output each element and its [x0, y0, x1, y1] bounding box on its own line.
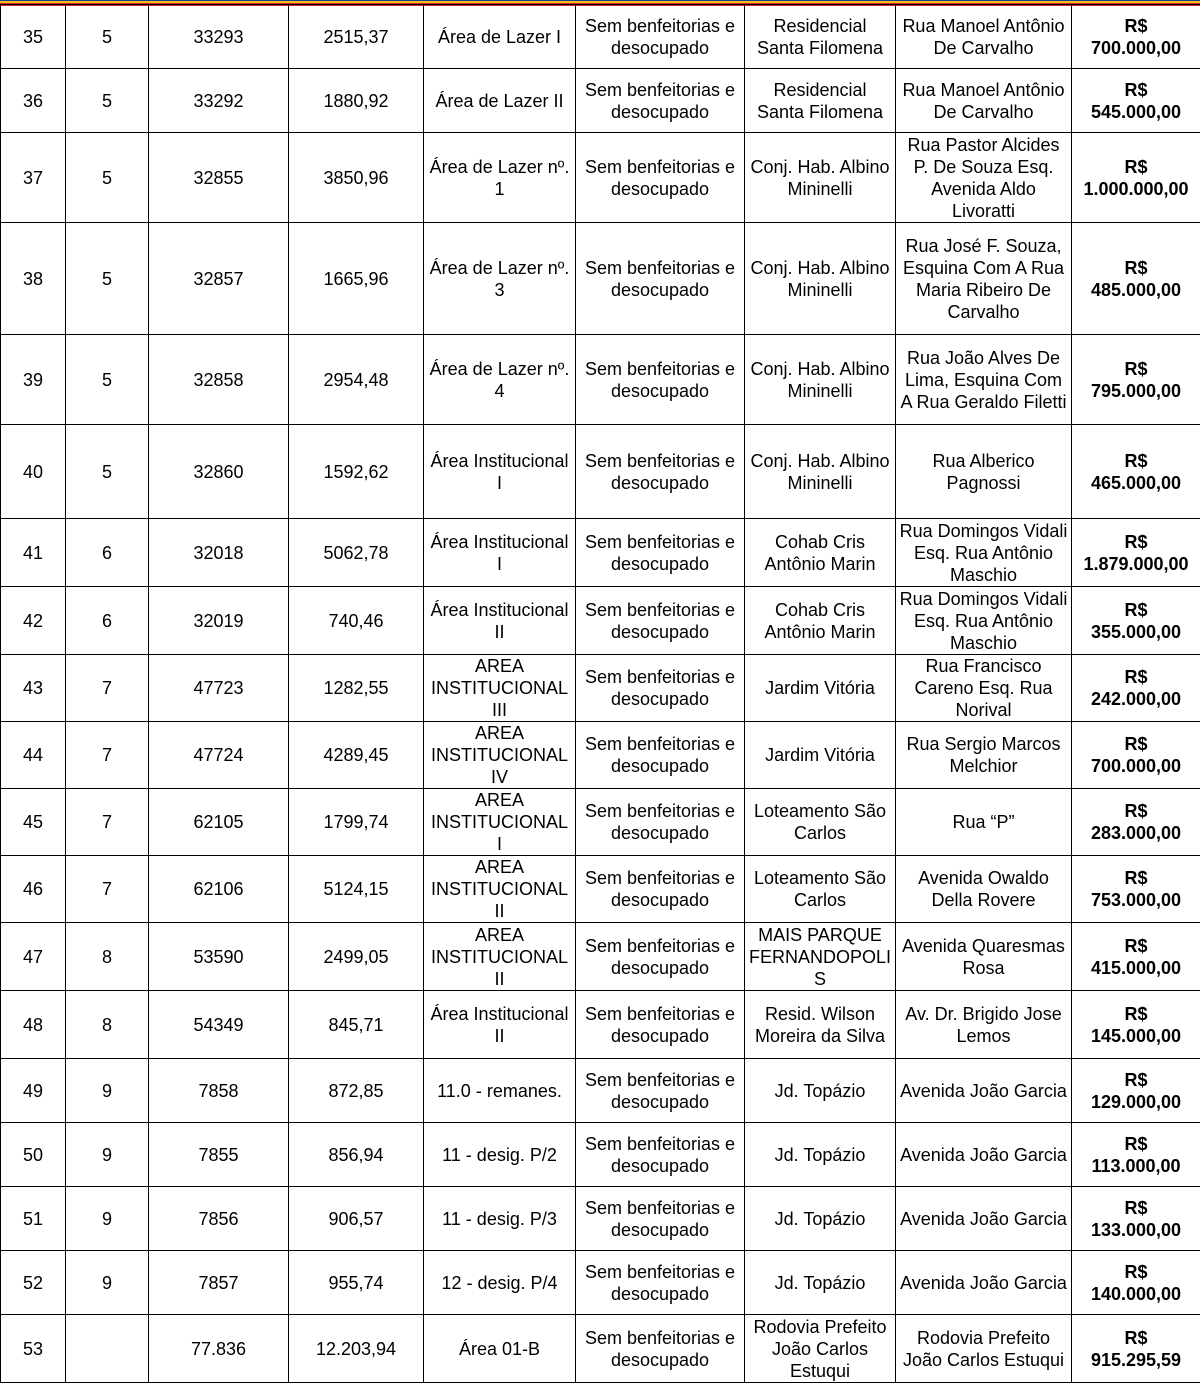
cell-area: 872,85 — [289, 1059, 424, 1123]
cell-situacao: Sem benfeitorias e desocupado — [576, 587, 745, 655]
price-value: 129.000,00 — [1075, 1091, 1197, 1113]
price-value: 242.000,00 — [1075, 688, 1197, 710]
cell-descricao: Área de Lazer nº. 3 — [424, 223, 576, 335]
cell-situacao: Sem benfeitorias e desocupado — [576, 655, 745, 722]
cell-endereco: Rua Manoel Antônio De Carvalho — [896, 69, 1072, 133]
currency-symbol: R$ — [1075, 935, 1197, 957]
cell-area: 4289,45 — [289, 722, 424, 789]
cell-descricao: AREA INSTITUCIONAL II — [424, 856, 576, 923]
cell-descricao: Área Institucional II — [424, 587, 576, 655]
cell-endereco: Avenida João Garcia — [896, 1123, 1072, 1187]
currency-symbol: R$ — [1075, 156, 1197, 178]
cell-bairro: Conj. Hab. Albino Mininelli — [745, 425, 896, 519]
cell-area: 5062,78 — [289, 519, 424, 587]
cell-bairro: Loteamento São Carlos — [745, 789, 896, 856]
cell-matricula: 32019 — [149, 587, 289, 655]
cell-situacao: Sem benfeitorias e desocupado — [576, 1187, 745, 1251]
cell-item: 50 — [1, 1123, 66, 1187]
cell-endereco: Rua Sergio Marcos Melchior — [896, 722, 1072, 789]
cell-bairro: Jd. Topázio — [745, 1123, 896, 1187]
cell-endereco: Rua José F. Souza, Esquina Com A Rua Maria Ribeiro De Carvalho — [896, 223, 1072, 335]
price-value: 133.000,00 — [1075, 1219, 1197, 1241]
cell-area: 2499,05 — [289, 923, 424, 991]
cell-item: 40 — [1, 425, 66, 519]
cell-descricao: Área Institucional I — [424, 425, 576, 519]
cell-descricao: Área de Lazer nº. 4 — [424, 335, 576, 425]
cell-situacao: Sem benfeitorias e desocupado — [576, 1059, 745, 1123]
cell-matricula: 32858 — [149, 335, 289, 425]
cell-lote: 9 — [66, 1059, 149, 1123]
cell-descricao: AREA INSTITUCIONAL IV — [424, 722, 576, 789]
price-value: 753.000,00 — [1075, 889, 1197, 911]
cell-lote: 7 — [66, 655, 149, 722]
cell-area: 1665,96 — [289, 223, 424, 335]
cell-descricao: Área de Lazer I — [424, 5, 576, 69]
cell-endereco: Av. Dr. Brigido Jose Lemos — [896, 991, 1072, 1059]
cell-lote: 9 — [66, 1123, 149, 1187]
currency-symbol: R$ — [1075, 15, 1197, 37]
price-value: 1.879.000,00 — [1075, 553, 1197, 575]
currency-symbol: R$ — [1075, 79, 1197, 101]
cell-matricula: 62105 — [149, 789, 289, 856]
cell-item: 48 — [1, 991, 66, 1059]
cell-endereco: Rua “P” — [896, 789, 1072, 856]
table-row — [1, 1123, 1200, 1187]
currency-symbol: R$ — [1075, 733, 1197, 755]
price-value: 700.000,00 — [1075, 37, 1197, 59]
cell-situacao: Sem benfeitorias e desocupado — [576, 223, 745, 335]
cell-lote: 9 — [66, 1187, 149, 1251]
cell-valor — [1072, 1315, 1200, 1383]
cell-item: 49 — [1, 1059, 66, 1123]
cell-lote: 7 — [66, 789, 149, 856]
cell-lote — [66, 1315, 149, 1383]
cell-bairro: Jd. Topázio — [745, 1187, 896, 1251]
currency-symbol: R$ — [1075, 1133, 1197, 1155]
cell-area: 12.203,94 — [289, 1315, 424, 1383]
cell-bairro: Cohab Cris Antônio Marin — [745, 519, 896, 587]
table-body — [1, 5, 1200, 1383]
cell-valor — [1072, 335, 1200, 425]
price-value: 545.000,00 — [1075, 101, 1197, 123]
cell-descricao: Área Institucional I — [424, 519, 576, 587]
table-row — [1, 1251, 1200, 1315]
price-value: 140.000,00 — [1075, 1283, 1197, 1305]
price-value: 700.000,00 — [1075, 755, 1197, 777]
cell-valor — [1072, 223, 1200, 335]
cell-descricao: 12 - desig. P/4 — [424, 1251, 576, 1315]
cell-area: 5124,15 — [289, 856, 424, 923]
cell-item: 44 — [1, 722, 66, 789]
cell-area: 856,94 — [289, 1123, 424, 1187]
currency-symbol: R$ — [1075, 666, 1197, 688]
currency-symbol: R$ — [1075, 1261, 1197, 1283]
currency-symbol: R$ — [1075, 1069, 1197, 1091]
cell-descricao: Área de Lazer II — [424, 69, 576, 133]
cell-descricao: AREA INSTITUCIONAL II — [424, 923, 576, 991]
table-row — [1, 335, 1200, 425]
cell-lote: 6 — [66, 519, 149, 587]
cell-valor — [1072, 69, 1200, 133]
cell-area: 2515,37 — [289, 5, 424, 69]
table-row — [1, 1059, 1200, 1123]
cell-situacao: Sem benfeitorias e desocupado — [576, 519, 745, 587]
table-row — [1, 133, 1200, 223]
cell-situacao: Sem benfeitorias e desocupado — [576, 722, 745, 789]
table-row — [1, 923, 1200, 991]
cell-matricula: 77.836 — [149, 1315, 289, 1383]
cell-valor — [1072, 789, 1200, 856]
cell-bairro: Jardim Vitória — [745, 722, 896, 789]
cell-bairro: Conj. Hab. Albino Mininelli — [745, 223, 896, 335]
cell-valor — [1072, 519, 1200, 587]
cell-bairro: Residencial Santa Filomena — [745, 5, 896, 69]
cell-matricula: 47724 — [149, 722, 289, 789]
cell-area: 3850,96 — [289, 133, 424, 223]
cell-descricao: Área Institucional II — [424, 991, 576, 1059]
cell-matricula: 32857 — [149, 223, 289, 335]
cell-matricula: 32860 — [149, 425, 289, 519]
cell-bairro: Conj. Hab. Albino Mininelli — [745, 335, 896, 425]
cell-descricao: AREA INSTITUCIONAL III — [424, 655, 576, 722]
cell-matricula: 7855 — [149, 1123, 289, 1187]
cell-valor — [1072, 425, 1200, 519]
cell-situacao: Sem benfeitorias e desocupado — [576, 789, 745, 856]
cell-endereco: Rodovia Prefeito João Carlos Estuqui — [896, 1315, 1072, 1383]
cell-item: 45 — [1, 789, 66, 856]
cell-descricao: 11 - desig. P/3 — [424, 1187, 576, 1251]
cell-valor — [1072, 133, 1200, 223]
table-row — [1, 425, 1200, 519]
cell-endereco: Avenida Quaresmas Rosa — [896, 923, 1072, 991]
cell-valor — [1072, 856, 1200, 923]
cell-item: 41 — [1, 519, 66, 587]
cell-matricula: 62106 — [149, 856, 289, 923]
cell-valor — [1072, 722, 1200, 789]
cell-lote: 9 — [66, 1251, 149, 1315]
cell-endereco: Avenida João Garcia — [896, 1059, 1072, 1123]
cell-situacao: Sem benfeitorias e desocupado — [576, 1315, 745, 1383]
cell-endereco: Rua Alberico Pagnossi — [896, 425, 1072, 519]
price-value: 795.000,00 — [1075, 380, 1197, 402]
cell-area: 1592,62 — [289, 425, 424, 519]
currency-symbol: R$ — [1075, 1003, 1197, 1025]
price-value: 415.000,00 — [1075, 957, 1197, 979]
cell-lote: 5 — [66, 223, 149, 335]
cell-endereco: Rua João Alves De Lima, Esquina Com A Rua Geraldo Filetti — [896, 335, 1072, 425]
cell-area: 740,46 — [289, 587, 424, 655]
cell-valor — [1072, 587, 1200, 655]
table-row — [1, 856, 1200, 923]
cell-item: 46 — [1, 856, 66, 923]
cell-valor — [1072, 5, 1200, 69]
table-row — [1, 655, 1200, 722]
cell-lote: 5 — [66, 335, 149, 425]
cell-area: 955,74 — [289, 1251, 424, 1315]
cell-valor — [1072, 655, 1200, 722]
table-row — [1, 1315, 1200, 1383]
cell-situacao: Sem benfeitorias e desocupado — [576, 69, 745, 133]
cell-situacao: Sem benfeitorias e desocupado — [576, 923, 745, 991]
cell-situacao: Sem benfeitorias e desocupado — [576, 335, 745, 425]
cell-lote: 7 — [66, 856, 149, 923]
cell-endereco: Avenida Owaldo Della Rovere — [896, 856, 1072, 923]
cell-area: 845,71 — [289, 991, 424, 1059]
cell-lote: 5 — [66, 133, 149, 223]
cell-descricao: Área de Lazer nº. 1 — [424, 133, 576, 223]
price-value: 485.000,00 — [1075, 279, 1197, 301]
cell-descricao: AREA INSTITUCIONAL I — [424, 789, 576, 856]
table-row — [1, 1187, 1200, 1251]
cell-situacao: Sem benfeitorias e desocupado — [576, 425, 745, 519]
cell-endereco: Avenida João Garcia — [896, 1187, 1072, 1251]
cell-item: 39 — [1, 335, 66, 425]
cell-valor — [1072, 923, 1200, 991]
cell-item: 51 — [1, 1187, 66, 1251]
currency-symbol: R$ — [1075, 1327, 1197, 1349]
cell-matricula: 33292 — [149, 69, 289, 133]
cell-endereco: Rua Pastor Alcides P. De Souza Esq. Avenida Aldo Livoratti — [896, 133, 1072, 223]
cell-bairro: Jd. Topázio — [745, 1251, 896, 1315]
cell-bairro: Resid. Wilson Moreira da Silva — [745, 991, 896, 1059]
cell-bairro: MAIS PARQUE FERNANDOPOLIS — [745, 923, 896, 991]
cell-valor — [1072, 991, 1200, 1059]
cell-endereco: Rua Manoel Antônio De Carvalho — [896, 5, 1072, 69]
cell-lote: 7 — [66, 722, 149, 789]
currency-symbol: R$ — [1075, 531, 1197, 553]
currency-symbol: R$ — [1075, 800, 1197, 822]
cell-matricula: 7858 — [149, 1059, 289, 1123]
cell-endereco: Rua Francisco Careno Esq. Rua Norival — [896, 655, 1072, 722]
cell-situacao: Sem benfeitorias e desocupado — [576, 1123, 745, 1187]
cell-matricula: 32855 — [149, 133, 289, 223]
cell-situacao: Sem benfeitorias e desocupado — [576, 1251, 745, 1315]
cell-lote: 6 — [66, 587, 149, 655]
cell-item: 42 — [1, 587, 66, 655]
cell-lote: 5 — [66, 69, 149, 133]
cell-matricula: 7856 — [149, 1187, 289, 1251]
cell-area: 1799,74 — [289, 789, 424, 856]
cell-situacao: Sem benfeitorias e desocupado — [576, 5, 745, 69]
cell-bairro: Jd. Topázio — [745, 1059, 896, 1123]
cell-valor — [1072, 1123, 1200, 1187]
currency-symbol: R$ — [1075, 450, 1197, 472]
cell-lote: 5 — [66, 5, 149, 69]
cell-area: 1282,55 — [289, 655, 424, 722]
cell-matricula: 47723 — [149, 655, 289, 722]
table-row — [1, 519, 1200, 587]
table-row — [1, 587, 1200, 655]
cell-bairro: Jardim Vitória — [745, 655, 896, 722]
currency-symbol: R$ — [1075, 1197, 1197, 1219]
cell-matricula: 33293 — [149, 5, 289, 69]
properties-table — [0, 4, 1200, 1383]
cell-item: 35 — [1, 5, 66, 69]
table-row — [1, 789, 1200, 856]
cell-matricula: 7857 — [149, 1251, 289, 1315]
cell-item: 47 — [1, 923, 66, 991]
cell-item: 37 — [1, 133, 66, 223]
price-value: 113.000,00 — [1075, 1155, 1197, 1177]
table-row — [1, 991, 1200, 1059]
cell-valor — [1072, 1187, 1200, 1251]
currency-symbol: R$ — [1075, 867, 1197, 889]
cell-endereco: Rua Domingos Vidali Esq. Rua Antônio Maschio — [896, 587, 1072, 655]
cell-bairro: Residencial Santa Filomena — [745, 69, 896, 133]
cell-item: 38 — [1, 223, 66, 335]
cell-lote: 8 — [66, 991, 149, 1059]
cell-area: 2954,48 — [289, 335, 424, 425]
cell-bairro: Rodovia Prefeito João Carlos Estuqui — [745, 1315, 896, 1383]
price-value: 915.295,59 — [1075, 1349, 1197, 1371]
cell-area: 906,57 — [289, 1187, 424, 1251]
table-row — [1, 5, 1200, 69]
price-value: 283.000,00 — [1075, 822, 1197, 844]
cell-situacao: Sem benfeitorias e desocupado — [576, 991, 745, 1059]
cell-valor — [1072, 1251, 1200, 1315]
cell-matricula: 54349 — [149, 991, 289, 1059]
cell-valor — [1072, 1059, 1200, 1123]
cell-item: 36 — [1, 69, 66, 133]
cell-descricao: 11.0 - remanes. — [424, 1059, 576, 1123]
cell-matricula: 53590 — [149, 923, 289, 991]
table-row — [1, 722, 1200, 789]
cell-matricula: 32018 — [149, 519, 289, 587]
price-value: 145.000,00 — [1075, 1025, 1197, 1047]
cell-descricao: Área 01-B — [424, 1315, 576, 1383]
price-value: 1.000.000,00 — [1075, 178, 1197, 200]
cell-situacao: Sem benfeitorias e desocupado — [576, 133, 745, 223]
cell-bairro: Conj. Hab. Albino Mininelli — [745, 133, 896, 223]
cell-item: 52 — [1, 1251, 66, 1315]
currency-symbol: R$ — [1075, 257, 1197, 279]
cell-endereco: Avenida João Garcia — [896, 1251, 1072, 1315]
table-row — [1, 69, 1200, 133]
price-value: 465.000,00 — [1075, 472, 1197, 494]
cell-situacao: Sem benfeitorias e desocupado — [576, 856, 745, 923]
cell-lote: 5 — [66, 425, 149, 519]
currency-symbol: R$ — [1075, 358, 1197, 380]
currency-symbol: R$ — [1075, 599, 1197, 621]
cell-area: 1880,92 — [289, 69, 424, 133]
cell-item: 43 — [1, 655, 66, 722]
price-value: 355.000,00 — [1075, 621, 1197, 643]
cell-item: 53 — [1, 1315, 66, 1383]
cell-bairro: Loteamento São Carlos — [745, 856, 896, 923]
cell-lote: 8 — [66, 923, 149, 991]
cell-descricao: 11 - desig. P/2 — [424, 1123, 576, 1187]
table-row — [1, 223, 1200, 335]
cell-bairro: Cohab Cris Antônio Marin — [745, 587, 896, 655]
cell-endereco: Rua Domingos Vidali Esq. Rua Antônio Maschio — [896, 519, 1072, 587]
